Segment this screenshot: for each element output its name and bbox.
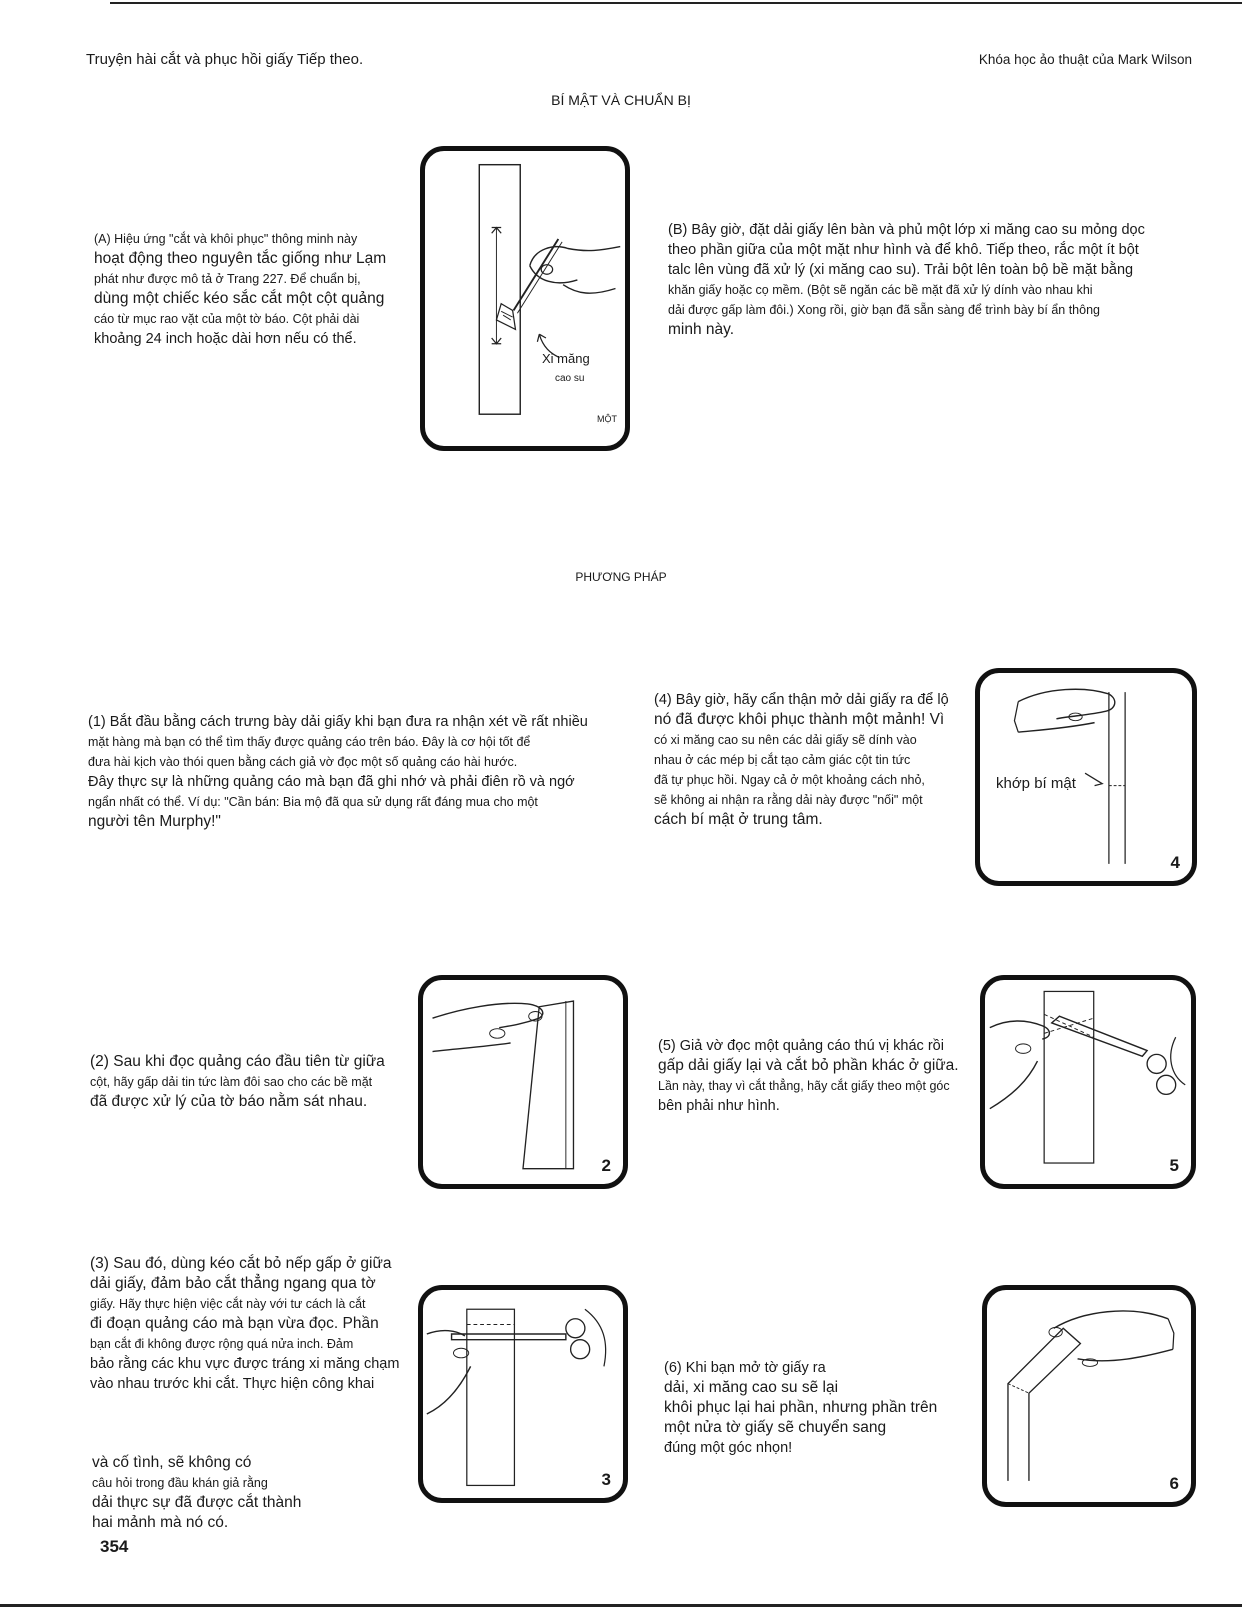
text-b-line: theo phần giữa của một mặt như hình và để khô. Tiếp theo, rắc một ít bột (668, 242, 1139, 258)
figure-five (980, 975, 1196, 1189)
figure-five-drawing (985, 980, 1191, 1184)
figure-six-number: 6 (1169, 1474, 1179, 1493)
text-4-line: nhau ở các mép bị cắt tạo cảm giác cột tin tức (654, 753, 911, 767)
text-3-line: vào nhau trước khi cắt. Thực hiện công khai (90, 1376, 375, 1392)
text-3-line: đi đoạn quảng cáo mà bạn vừa đọc. Phần (90, 1315, 379, 1332)
text-1-line: đưa hài kịch vào thói quen bằng cách giả vờ đọc một số quảng cáo hài hước. (88, 755, 518, 769)
figure-six (982, 1285, 1196, 1507)
text-5-line: (5) Giả vờ đọc một quảng cáo thú vị khác rồi (658, 1038, 944, 1054)
step-1-text (88, 712, 628, 832)
text-b-line: khăn giấy hoặc cọ mềm. (Bột sẽ ngăn các bề mặt đã xử lý dính vào nhau khi (668, 283, 1093, 297)
text-5-line: Lần này, thay vì cắt thẳng, hãy cắt giấy theo một góc (658, 1079, 950, 1093)
paragraph-a (94, 229, 404, 349)
text-4-line: nó đã được khôi phục thành một mảnh! Vì (654, 711, 945, 728)
text-b-line: (B) Bây giờ, đặt dải giấy lên bàn và phủ một lớp xi măng cao su mỏng dọc (668, 222, 1145, 238)
top-rule (110, 2, 1242, 4)
figure-four-label: khớp bí mật (996, 775, 1076, 792)
text-6-line: khôi phục lại hai phần, nhưng phần trên (664, 1399, 938, 1416)
step-3-text (90, 1254, 410, 1394)
step-6-text (664, 1358, 984, 1458)
paragraph-b (668, 220, 1208, 340)
text-4-line: có xi măng cao su nên các dải giấy sẽ dính vào (654, 733, 917, 747)
page-number: 354 (100, 1537, 129, 1556)
text-4-line: đã tự phục hồi. Ngay cả ở một khoảng cách nhỏ, (654, 773, 925, 787)
figure-four (975, 668, 1197, 886)
figure-two-drawing (423, 980, 623, 1184)
text-b-line: minh này. (668, 321, 735, 338)
text-6-line: (6) Khi bạn mở tờ giấy ra (664, 1360, 826, 1376)
figure-two (418, 975, 628, 1189)
text-a-line: phát như được mô tả ở Trang 227. Để chuẩn bị, (94, 272, 361, 286)
figure-one-label-1: Xi măng (542, 351, 590, 366)
step-3-text-continued (92, 1453, 412, 1533)
figure-one (420, 146, 630, 451)
text-2-line: (2) Sau khi đọc quảng cáo đầu tiên từ giữa (90, 1053, 385, 1070)
text-a-line: dùng một chiếc kéo sắc cắt một cột quảng (94, 290, 385, 307)
text-2-line: cột, hãy gấp dải tin tức làm đôi sao cho các bề mặt (90, 1075, 373, 1089)
text-3b-line: hai mảnh mà nó có. (92, 1514, 229, 1531)
text-b-line: talc lên vùng đã xử lý (xi măng cao su). Trải bột lên toàn bộ bề mặt bằng (668, 262, 1134, 278)
figure-four-number: 4 (1170, 853, 1180, 872)
text-1-line: mặt hàng mà bạn có thể tìm thấy được quảng cáo trên báo. Đây là cơ hội tốt để (88, 735, 531, 749)
text-3b-line: câu hỏi trong đầu khán giả rằng (92, 1476, 268, 1490)
step-4-text (654, 690, 964, 830)
text-3b-line: và cố tình, sẽ không có (92, 1454, 252, 1471)
text-3b-line: dải thực sự đã được cắt thành (92, 1494, 302, 1511)
text-a-line: hoạt động theo nguyên tắc giống như Lạm (94, 250, 387, 267)
bottom-rule (0, 1604, 1242, 1607)
figure-two-number: 2 (601, 1156, 611, 1175)
text-2-line: đã được xử lý của tờ báo nằm sát nhau. (90, 1093, 368, 1110)
figure-three-drawing (423, 1290, 623, 1498)
figure-one-label-2: cao su (555, 373, 585, 384)
figure-five-number: 5 (1169, 1156, 1179, 1175)
text-3-line: (3) Sau đó, dùng kéo cắt bỏ nếp gấp ở giữa (90, 1255, 392, 1272)
header-right: Khóa học ảo thuật của Mark Wilson (978, 52, 1192, 67)
step-5-text (658, 1036, 968, 1116)
text-a-line: khoảng 24 inch hoặc dài hơn nếu có thể. (94, 331, 357, 347)
text-3-line: giấy. Hãy thực hiện việc cắt này với tư cách là cắt (90, 1297, 366, 1311)
figure-three-number: 3 (601, 1470, 611, 1489)
step-2-text (90, 1052, 410, 1112)
text-1-line: người tên Murphy!" (88, 813, 221, 830)
text-4-line: cách bí mật ở trung tâm. (654, 811, 823, 828)
text-4-line: sẽ không ai nhận ra rằng dải này được "nối" một (654, 793, 923, 807)
text-a-line: cáo từ mục rao vặt của một tờ báo. Cột phải dài (94, 312, 360, 326)
text-6-line: đúng một góc nhọn! (664, 1440, 793, 1456)
text-a-line: (A) Hiệu ứng "cắt và khôi phục" thông minh này (94, 232, 358, 246)
section-title-method: PHƯƠNG PHÁP (575, 570, 667, 584)
section-title-secret: BÍ MẬT VÀ CHUẨN BỊ (551, 92, 691, 108)
figure-one-drawing (425, 151, 625, 446)
figure-three (418, 1285, 628, 1503)
text-6-line: dải, xi măng cao su sẽ lại (664, 1379, 839, 1396)
text-b-line: dải được gấp làm đôi.) Xong rồi, giờ bạn đã sẵn sàng để trình bày bí ẩn thông (668, 303, 1100, 317)
text-1-line: ngẩn nhất có thể. Ví dụ: "Cần bán: Bia mộ đã qua sử dụng rất đáng mua cho một (88, 795, 538, 809)
text-1-line: Đây thực sự là những quảng cáo mà bạn đã ghi nhớ và phải điên rồ và ngớ (88, 774, 575, 790)
figure-six-drawing (987, 1290, 1191, 1502)
text-3-line: bảo rằng các khu vực được tráng xi măng chạm (90, 1356, 400, 1372)
figure-one-tag: MỘT (597, 414, 617, 424)
text-4-line: (4) Bây giờ, hãy cẩn thận mở dải giấy ra để lộ (654, 692, 949, 708)
text-6-line: một nửa tờ giấy sẽ chuyển sang (664, 1419, 887, 1436)
text-3-line: bạn cắt đi không được rộng quá nửa inch. Đảm (90, 1337, 354, 1351)
text-1-line: (1) Bắt đầu bằng cách trưng bày dải giấy khi bạn đưa ra nhận xét về rất nhiều (88, 714, 588, 730)
text-3-line: dải giấy, đảm bảo cắt thẳng ngang qua tờ (90, 1275, 376, 1292)
header-left: Truyện hài cắt và phục hồi giấy Tiếp theo. (86, 51, 364, 68)
text-5-line: bên phải như hình. (658, 1098, 780, 1114)
text-5-line: gấp dải giấy lại và cắt bỏ phần khác ở giữa. (658, 1057, 959, 1074)
